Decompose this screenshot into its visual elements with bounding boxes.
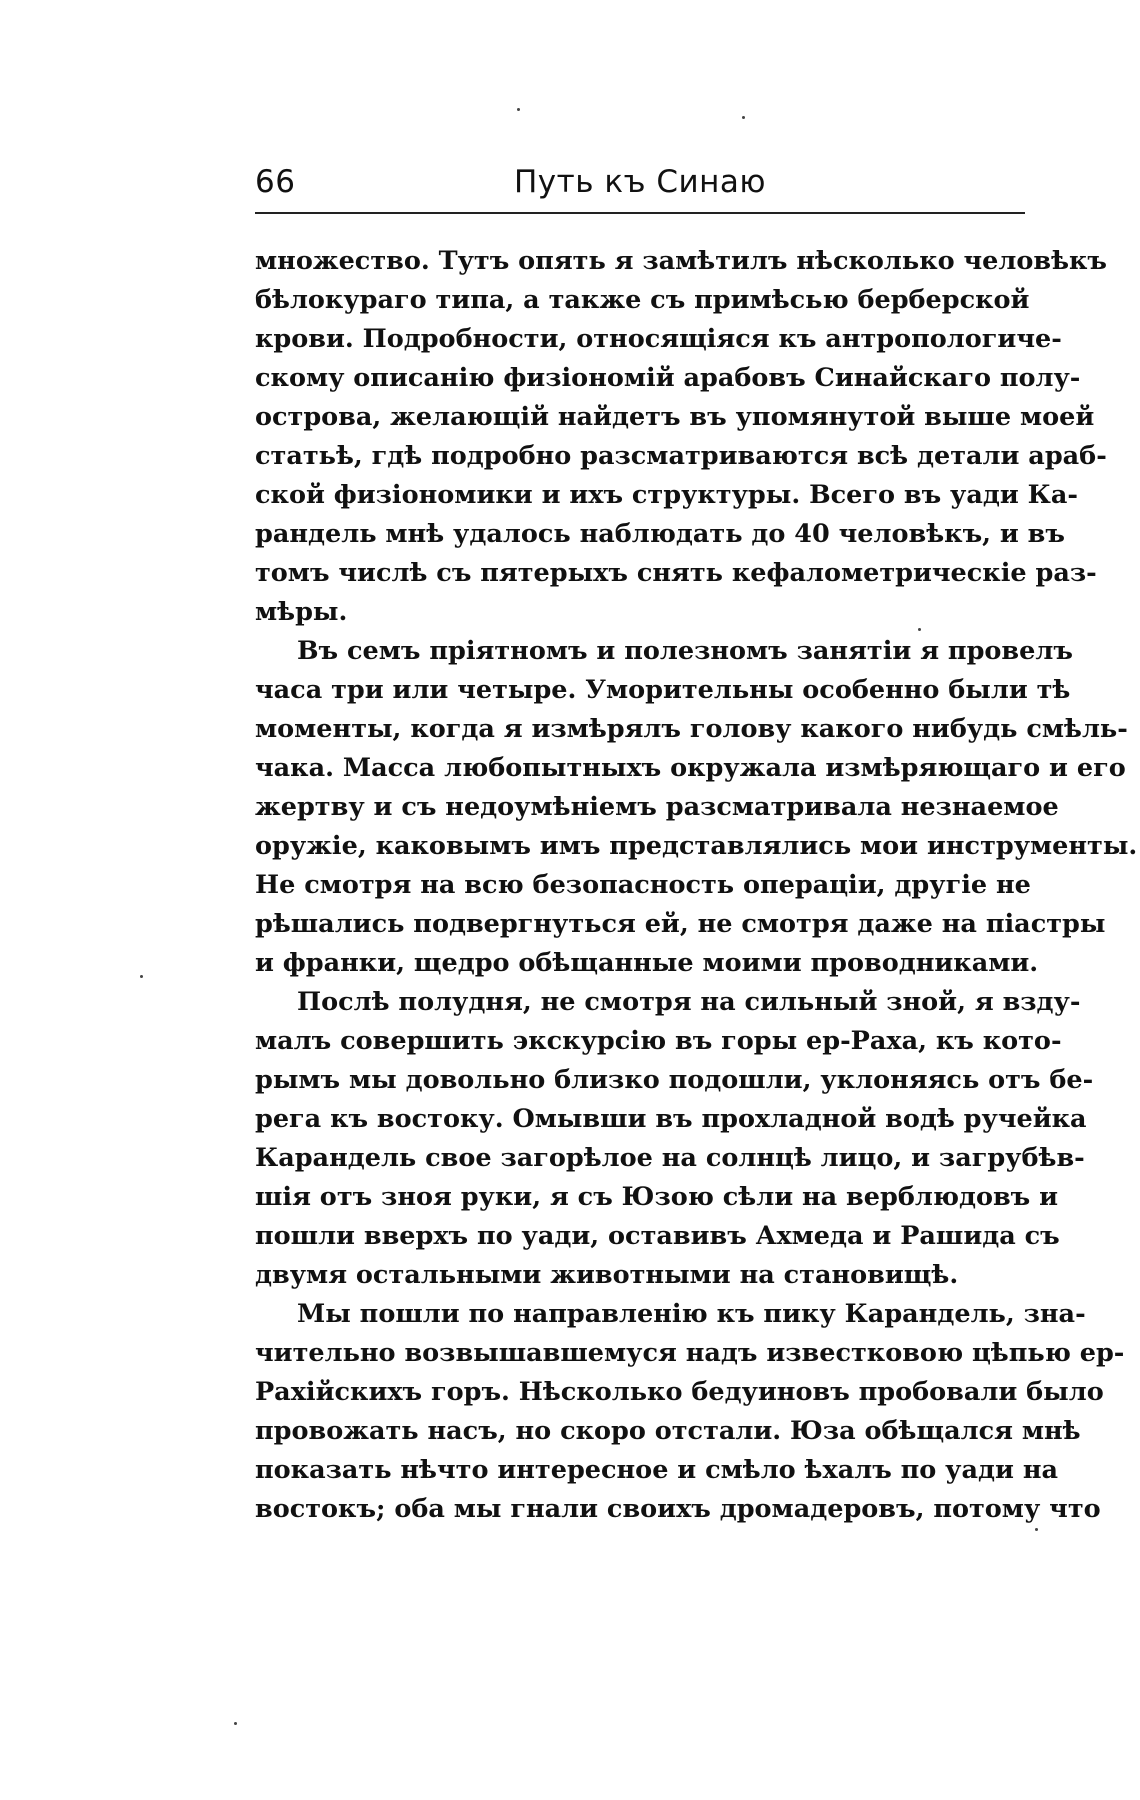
scan-speck bbox=[234, 1722, 237, 1725]
text-line: шія отъ зноя руки, я съ Юзою сѣли на верблюдовъ и bbox=[255, 1182, 1059, 1212]
text-line: жертву и съ недоумѣніемъ разсматривала незнаемое bbox=[255, 792, 1059, 822]
text-line: рѣшались подвергнуться ей, не смотря даже на піастры bbox=[255, 909, 1106, 939]
scan-speck bbox=[918, 628, 921, 631]
text-line: мѣры. bbox=[255, 597, 348, 627]
text-line: рандель мнѣ удалось наблюдать до 40 человѣкъ, и въ bbox=[255, 519, 1065, 549]
page-number: 66 bbox=[255, 164, 296, 200]
header-rule bbox=[255, 212, 1025, 214]
text-line: Послѣ полудня, не смотря на сильный зной, я взду- bbox=[297, 987, 1081, 1017]
text-line: пошли вверхъ по уади, оставивъ Ахмеда и Рашида съ bbox=[255, 1221, 1060, 1251]
scan-speck bbox=[1035, 1528, 1038, 1531]
text-line: часа три или четыре. Уморительны особенно были тѣ bbox=[255, 675, 1071, 705]
text-line: ской физіономики и ихъ структуры. Всего въ уади Ка- bbox=[255, 480, 1078, 510]
body-text bbox=[255, 242, 1138, 1529]
text-line: малъ совершить экскурсію въ горы ер-Раха, къ кото- bbox=[255, 1026, 1062, 1056]
text-line: крови. Подробности, относящіяся къ антропологиче- bbox=[255, 324, 1062, 354]
text-line: моменты, когда я измѣрялъ голову какого нибудь смѣль- bbox=[255, 714, 1128, 744]
scan-speck bbox=[517, 108, 520, 111]
paragraph-3 bbox=[255, 983, 1094, 1295]
text-line: Мы пошли по направленію къ пику Карандель, зна- bbox=[297, 1299, 1086, 1329]
text-line: Въ семъ пріятномъ и полезномъ занятіи я провелъ bbox=[297, 636, 1073, 666]
text-line: статьѣ, гдѣ подробно разсматриваются всѣ детали араб- bbox=[255, 441, 1107, 471]
text-line: двумя остальными животными на становищѣ. bbox=[255, 1260, 959, 1290]
scan-speck bbox=[140, 975, 143, 978]
running-title: Путь къ Синаю bbox=[514, 164, 766, 200]
text-line: рымъ мы довольно близко подошли, уклоняясь отъ бе- bbox=[255, 1065, 1094, 1095]
text-line: востокъ; оба мы гнали своихъ дромадеровъ, потому что bbox=[255, 1494, 1101, 1524]
text-line: рега къ востоку. Омывши въ прохладной водѣ ручейка bbox=[255, 1104, 1087, 1134]
paragraph-2 bbox=[255, 632, 1138, 983]
scan-speck bbox=[742, 116, 745, 119]
text-line: Не смотря на всю безопасность операціи, другіе не bbox=[255, 870, 1031, 900]
text-line: томъ числѣ съ пятерыхъ снять кефалометрическіе раз- bbox=[255, 558, 1097, 588]
text-line: оружіе, каковымъ имъ представлялись мои инструменты. bbox=[255, 831, 1138, 861]
text-line: Карандель свое загорѣлое на солнцѣ лицо, и загрубѣв- bbox=[255, 1143, 1085, 1173]
text-line: и франки, щедро обѣщанные моими проводниками. bbox=[255, 948, 1039, 978]
text-line: показать нѣчто интересное и смѣло ѣхалъ по уади на bbox=[255, 1455, 1059, 1485]
text-line: бѣлокураго типа, а также съ примѣсью берберской bbox=[255, 285, 1030, 315]
text-line: провожать насъ, но скоро отстали. Юза обѣщался мнѣ bbox=[255, 1416, 1081, 1446]
text-line: скому описанію физіономій арабовъ Синайскаго полу- bbox=[255, 363, 1081, 393]
text-line: чака. Масса любопытныхъ окружала измѣряющаго и его bbox=[255, 753, 1126, 783]
page-header bbox=[255, 162, 1025, 208]
paragraph-4 bbox=[255, 1295, 1125, 1529]
text-line: чительно возвышавшемуся надъ известковою цѣпью ер- bbox=[255, 1338, 1125, 1368]
text-line: Рахійскихъ горъ. Нѣсколько бедуиновъ пробовали было bbox=[255, 1377, 1104, 1407]
text-line: острова, желающій найдетъ въ упомянутой выше моей bbox=[255, 402, 1095, 432]
text-line: множество. Тутъ опять я замѣтилъ нѣсколько человѣкъ bbox=[255, 246, 1107, 276]
paragraph-1 bbox=[255, 242, 1107, 632]
